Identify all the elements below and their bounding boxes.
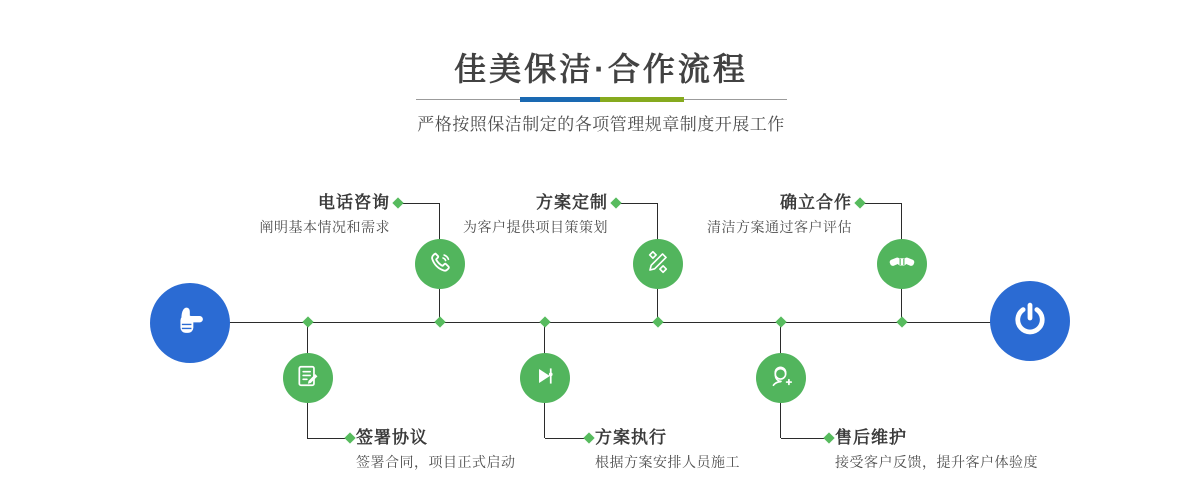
hand-pointing-right-icon bbox=[169, 300, 211, 347]
connector-step5-h bbox=[860, 203, 902, 204]
step-desc: 根据方案安排人员施工 bbox=[595, 454, 740, 470]
step-desc: 为客户提供项目策策划 bbox=[463, 219, 608, 235]
power-icon bbox=[1009, 298, 1051, 345]
step-node-phone bbox=[415, 239, 465, 289]
step-label bbox=[140, 192, 390, 236]
customer-service-icon bbox=[768, 363, 794, 394]
phone-call-icon bbox=[427, 249, 453, 280]
step-title: 签署协议 bbox=[356, 428, 428, 447]
step-label bbox=[602, 192, 852, 236]
contract-signing-icon bbox=[295, 363, 321, 394]
connector-step4-h bbox=[545, 438, 587, 439]
page-title: 佳美保洁·合作流程 bbox=[454, 51, 748, 87]
step-desc: 接受客户反馈，提升客户体验度 bbox=[835, 454, 1038, 470]
timeline-start-node bbox=[150, 283, 230, 363]
step-desc: 清洁方案通过客户评估 bbox=[707, 219, 852, 235]
step-desc: 阐明基本情况和需求 bbox=[259, 219, 390, 235]
title-divider-green-segment bbox=[600, 97, 684, 102]
step-title: 确立合作 bbox=[780, 193, 852, 212]
step-node-contract bbox=[283, 353, 333, 403]
title-divider-blue-segment bbox=[520, 97, 600, 102]
step-label bbox=[356, 427, 606, 471]
step-node-execute bbox=[520, 353, 570, 403]
timeline-diamond-step5 bbox=[896, 316, 907, 327]
step-node-aftersales bbox=[756, 353, 806, 403]
timeline-end-node bbox=[990, 281, 1070, 361]
step-node-design bbox=[633, 239, 683, 289]
connector-step2-h bbox=[307, 438, 348, 439]
timeline-diamond-step2 bbox=[302, 316, 313, 327]
pencil-design-icon bbox=[645, 249, 671, 280]
connector-step6-h bbox=[781, 438, 827, 439]
step-label bbox=[595, 427, 845, 471]
step-title: 售后维护 bbox=[835, 428, 907, 447]
step-node-cooperation bbox=[877, 239, 927, 289]
handshake-icon bbox=[888, 248, 916, 281]
timeline-diamond-step3 bbox=[652, 316, 663, 327]
step-title: 方案定制 bbox=[536, 193, 608, 212]
step-desc: 签署合同，项目正式启动 bbox=[356, 454, 516, 470]
execute-play-icon bbox=[532, 363, 558, 394]
page-subtitle: 严格按照保洁制定的各项管理规章制度开展工作 bbox=[417, 115, 785, 134]
timeline-diamond-step4 bbox=[539, 316, 550, 327]
timeline-diamond-step1 bbox=[434, 316, 445, 327]
label-diamond-step2 bbox=[344, 432, 355, 443]
label-diamond-step5 bbox=[854, 197, 865, 208]
timeline-diamond-step6 bbox=[775, 316, 786, 327]
step-title: 方案执行 bbox=[595, 428, 667, 447]
step-title: 电话咨询 bbox=[318, 193, 390, 212]
step-label bbox=[358, 192, 608, 236]
step-label bbox=[835, 427, 1095, 471]
